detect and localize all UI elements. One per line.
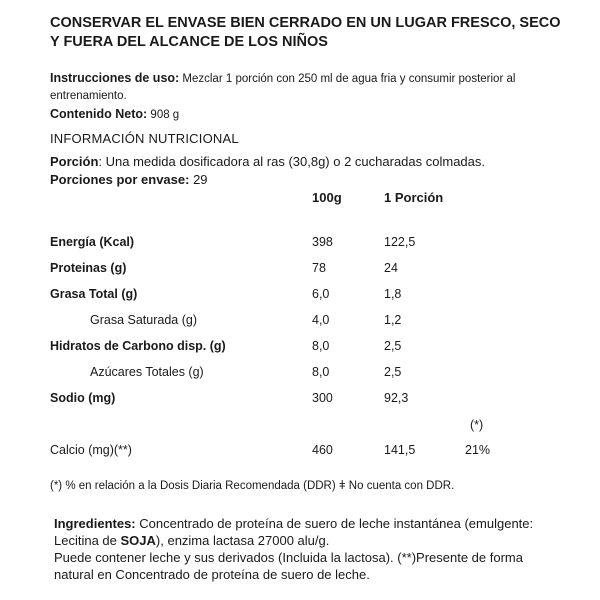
column-header-100g: 100g [312,190,342,205]
nutrient-value-portion: 24 [384,261,398,275]
nutrient-label: Grasa Total (g) [50,287,138,301]
storage-warning: CONSERVAR EL ENVASE BIEN CERRADO EN UN LUGAR FRESCO, SECO Y FUERA DEL ALCANCE DE LOS NIÑOS [50,15,561,50]
serving-size [50,154,485,169]
column-header-portion: 1 Porción [384,190,444,205]
serving-size-label: Porción [50,154,99,169]
nutrient-value-ddr: 21% [465,443,491,457]
net-content [50,107,179,121]
servings-per-container [50,172,208,187]
usage-instructions [50,70,560,105]
nutrient-value-portion: 1,2 [384,313,402,327]
net-content-label: Contenido Neto: [50,107,148,121]
nutrient-value-portion: 2,5 [384,339,402,353]
nutrient-value-100g: 4,0 [312,313,330,327]
nutrient-value-100g: 300 [312,391,333,405]
ddr-footnote: (*) % en relación a la Dosis Diaria Recomendada (DDR) ǂ No cuenta con DDR. [50,480,455,492]
nutrition-heading: INFORMACIÓN NUTRICIONAL [50,131,239,146]
nutrient-label: Hidratos de Carbono disp. (g) [50,339,226,353]
usage-instructions-text: Mezclar 1 porción con 250 ml de agua fria y consumir posterior al entrenamiento. [50,73,516,102]
nutrient-value-100g: 460 [312,443,333,457]
ddr-column-marker: (*) [470,418,484,432]
nutrient-value-100g: 8,0 [312,339,330,353]
servings-per-container-label: Porciones por envase: [50,172,190,187]
serving-size-text: : Una medida dosificadora al ras (30,8g) o 2 cucharadas colmadas. [98,154,486,169]
nutrient-label: Azúcares Totales (g) [90,365,204,379]
usage-instructions-label: Instrucciones de uso: [50,71,180,85]
nutrient-value-portion: 141,5 [384,443,416,457]
nutrient-value-100g: 398 [312,235,333,249]
nutrient-label: Proteinas (g) [50,261,127,275]
nutrient-label: Sodio (mg) [50,391,116,405]
nutrient-value-portion: 2,5 [384,365,402,379]
servings-per-container-value: 29 [193,172,208,187]
ingredients-text-cont: ), enzima lactasa 27000 alu/g. [155,533,330,548]
nutrient-value-portion: 1,8 [384,287,402,301]
nutrient-label: Energía (Kcal) [50,235,135,249]
nutrient-label: Grasa Saturada (g) [90,313,197,327]
ingredients [54,515,554,583]
net-content-value: 908 g [150,109,180,121]
nutrient-label: Calcio (mg)(**) [50,443,132,457]
nutrient-value-100g: 8,0 [312,365,330,379]
nutrient-value-portion: 92,3 [384,391,409,405]
ingredients-text: Concentrado de proteína de suero de leche instantánea (emulgente: Lecitina de [54,516,534,548]
nutrient-value-portion: 122,5 [384,235,416,249]
nutrient-value-100g: 78 [312,261,326,275]
ingredients-note: Puede contener leche y sus derivados (Incluida la lactosa). (**)Presente de forma natural en Concentrado de proteína de suero de leche. [54,550,523,582]
nutrient-value-100g: 6,0 [312,287,330,301]
allergen-soy: SOJA [120,533,156,548]
ingredients-label: Ingredientes: [54,516,136,531]
